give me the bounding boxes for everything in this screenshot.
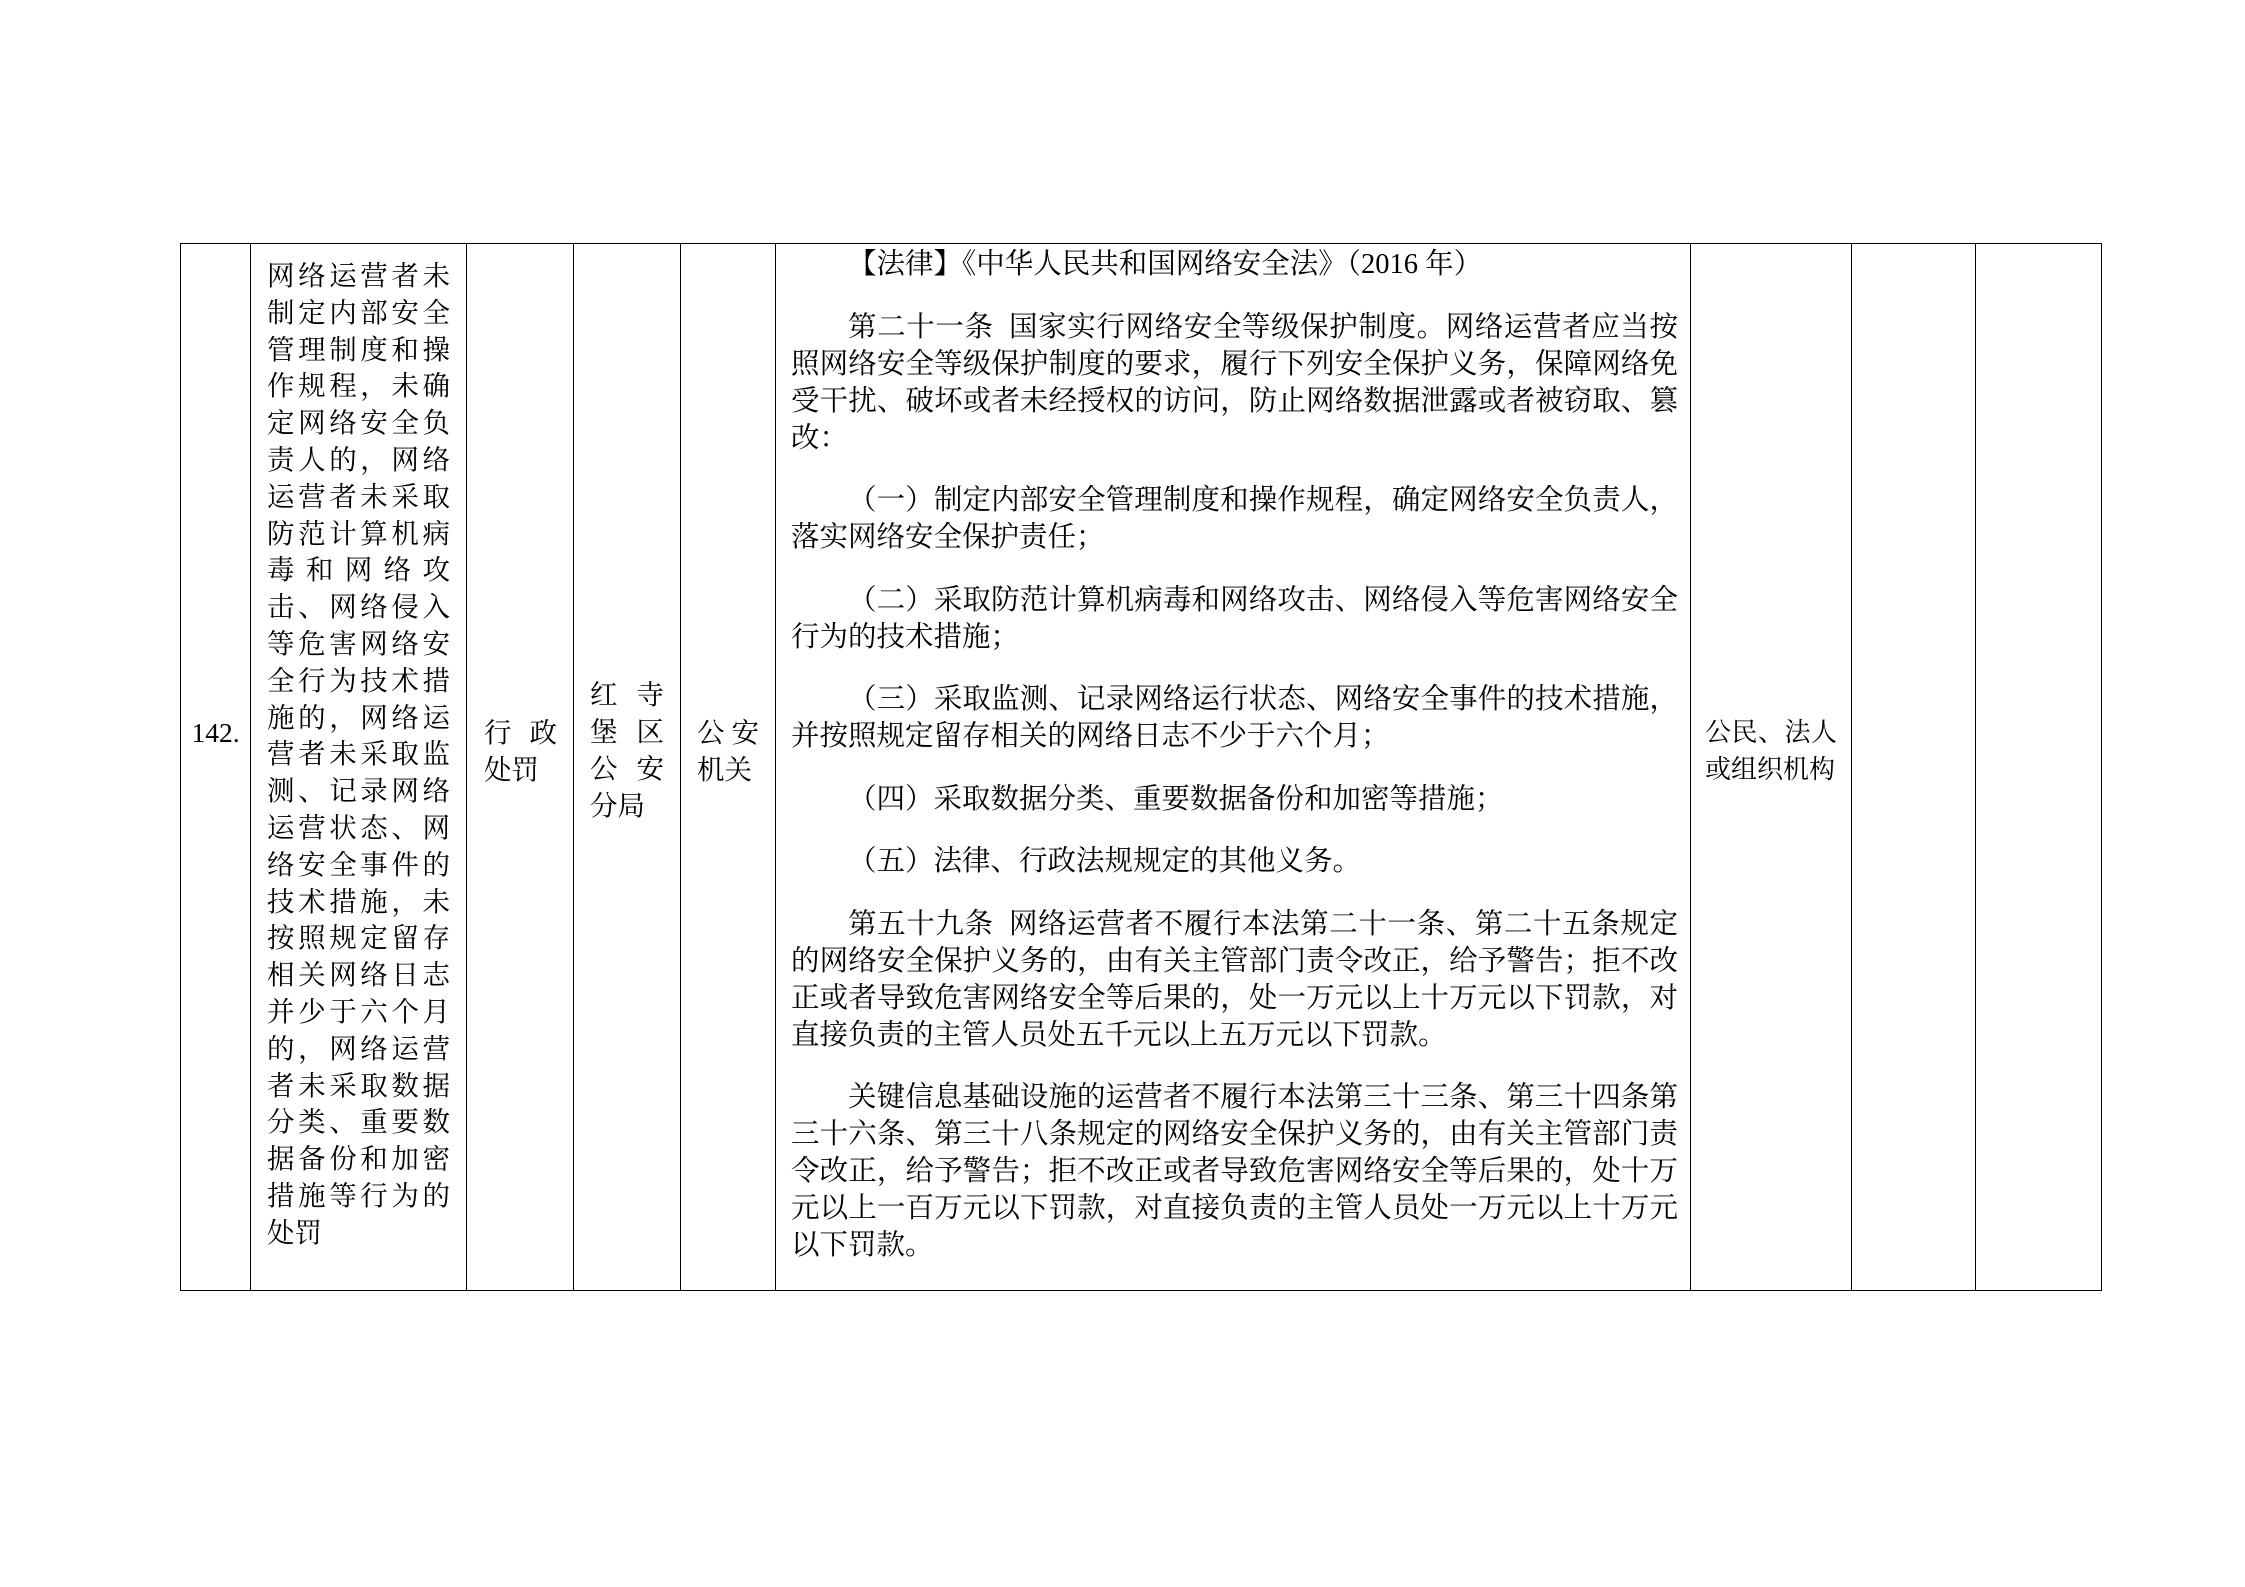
cell-empty-8 <box>1852 244 1976 1291</box>
basis-paragraph-item-2: （二）采取防范计算机病毒和网络攻击、网络侵入等危害网络安全行为的技术措施； <box>791 584 1678 653</box>
cell-penalty-item: 网络运营者未制定内部安全管理制度和操作规程，未确定网络安全负责人的，网络运营者未采取防范计算机病毒和网络攻击、网络侵入等危害网络安全行为技术措施的，网络运营者未采取监测、记录网络运营状态、网络安全事件的技术措施，未按照规定留存相关网络日志并少于六个月的，网络运营者未采取数据分类、重要数据备份和加密措施等行为的处罚 <box>251 244 467 1291</box>
basis-paragraph-item-3: （三）采取监测、记录网络运行状态、网络安全事件的技术措施，并按照规定留存相关的网络日志不少于六个月； <box>791 684 1678 752</box>
basis-paragraph-article-21: 第二十一条 国家实行网络安全等级保护制度。网络运营者应当按照网络安全等级保护制度的要求，履行下列安全保护义务，保障网络免受干扰、破坏或者未经授权的访问，防止网络数据泄露或者被窃取、篡改： <box>791 311 1678 454</box>
basis-paragraph-item-1: （一）制定内部安全管理制度和操作规程，确定网络安全负责人，落实网络安全保护责任； <box>791 485 1678 553</box>
cell-legal-basis <box>776 244 1691 1291</box>
cell-implementing-department: 红寺堡区公安分局 <box>574 244 681 1291</box>
cell-empty-9 <box>1976 244 2102 1291</box>
table-row <box>181 244 2102 1291</box>
penalty-table <box>180 243 2102 1291</box>
cell-power-type: 行政处罚 <box>467 244 574 1291</box>
basis-paragraph-item-4: （四）采取数据分类、重要数据备份和加密等措施； <box>848 783 1504 815</box>
basis-paragraph-article-59: 第五十九条 网络运营者不履行本法第二十一条、第二十五条规定的网络安全保护义务的，由有关主管部门责令改正，给予警告；拒不改正或者导致危害网络安全等后果的，处一万元以上十万元以下罚款，对直接负责的主管人员处五千元以上五万元以下罚款。 <box>791 908 1678 1051</box>
basis-paragraph-critical-infrastructure: 关键信息基础设施的运营者不履行本法第三十三条、第三十四条第三十六条、第三十八条规定的网络安全保护义务的，由有关主管部门责令改正，给予警告；拒不改正或者导致危害网络安全等后果的，处十万元以上一百万元以下罚款，对直接负责的主管人员处一万元以上十万元以下罚款。 <box>791 1082 1678 1261</box>
cell-row-number: 142. <box>181 244 251 1291</box>
cell-authority: 公安机关 <box>681 244 776 1291</box>
basis-paragraph-item-5: （五）法律、行政法规规定的其他义务。 <box>848 846 1362 877</box>
cell-target-subject: 公民、法人或组织机构 <box>1691 244 1852 1291</box>
basis-paragraph-law-title: 【法律】《中华人民共和国网络安全法》（2016 年） <box>848 249 1483 280</box>
